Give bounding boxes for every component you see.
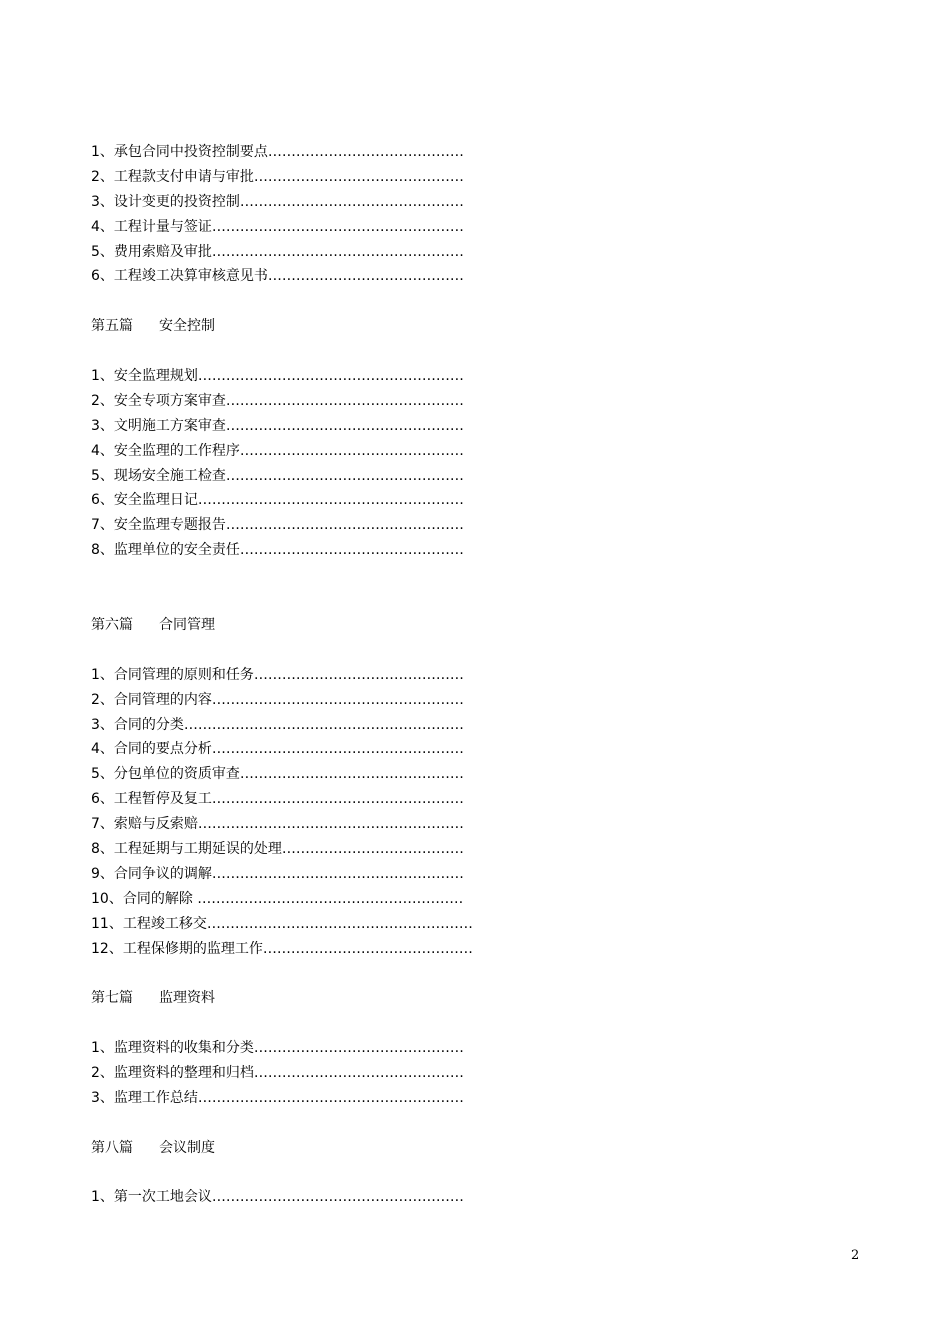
toc-entry: 10、合同的解除 ………………………………………………… bbox=[91, 890, 464, 907]
toc-section bbox=[91, 613, 551, 961]
toc-section bbox=[91, 986, 551, 1110]
toc-entry: 9、合同争议的调解……………………………………………… bbox=[91, 865, 464, 882]
toc-entry: 6、安全监理日记………………………………………………… bbox=[91, 492, 464, 509]
toc-entry: 8、监理单位的安全责任………………………………………… bbox=[91, 542, 464, 559]
section-heading bbox=[91, 613, 551, 638]
toc-entry: 6、工程竣工决算审核意见书…………………………………… bbox=[91, 268, 464, 285]
toc-entry: 7、索赔与反索赔………………………………………………… bbox=[91, 816, 464, 833]
section-number: 第八篇 bbox=[91, 1139, 133, 1156]
section-title: 监理资料 bbox=[159, 990, 215, 1007]
toc-entry: 5、现场安全施工检查…………………………………………… bbox=[91, 467, 464, 484]
toc-entry: 3、设计变更的投资控制………………………………………… bbox=[91, 193, 464, 210]
toc-entry: 8、工程延期与工期延误的处理………………………………… bbox=[91, 840, 464, 857]
section-heading bbox=[91, 1136, 551, 1161]
toc-entry: 7、安全监理专题报告…………………………………………… bbox=[91, 517, 464, 534]
toc-entry: 2、安全专项方案审查…………………………………………… bbox=[91, 392, 464, 409]
toc-entry: 11、工程竣工移交………………………………………………… bbox=[91, 915, 473, 932]
toc-entry: 6、工程暂停及复工……………………………………………… bbox=[91, 791, 464, 808]
toc-entry: 1、安全监理规划………………………………………………… bbox=[91, 368, 464, 385]
toc-entry: 3、监理工作总结………………………………………………… bbox=[91, 1089, 464, 1106]
section-title: 合同管理 bbox=[159, 616, 215, 633]
table-of-contents bbox=[91, 140, 551, 1210]
toc-entry: 12、工程保修期的监理工作……………………………………… bbox=[91, 940, 473, 957]
section-heading bbox=[91, 986, 551, 1011]
toc-entry: 2、合同管理的内容……………………………………………… bbox=[91, 691, 464, 708]
section-title: 安全控制 bbox=[159, 318, 215, 335]
section-heading bbox=[91, 314, 551, 339]
toc-entry: 4、工程计量与签证……………………………………………… bbox=[91, 218, 464, 235]
toc-entry: 1、第一次工地会议……………………………………………… bbox=[91, 1189, 464, 1206]
toc-entry: 5、分包单位的资质审查………………………………………… bbox=[91, 766, 464, 783]
toc-entry: 2、工程款支付申请与审批……………………………………… bbox=[91, 168, 464, 185]
toc-section bbox=[91, 1136, 551, 1211]
toc-entry: 3、合同的分类…………………………………………………… bbox=[91, 716, 464, 733]
toc-entry: 4、合同的要点分析……………………………………………… bbox=[91, 741, 464, 758]
section-number: 第六篇 bbox=[91, 616, 133, 633]
toc-entry: 5、费用索赔及审批……………………………………………… bbox=[91, 243, 464, 260]
section-number: 第五篇 bbox=[91, 318, 133, 335]
toc-section bbox=[91, 314, 551, 563]
toc-entry: 1、合同管理的原则和任务……………………………………… bbox=[91, 666, 464, 683]
section-title: 会议制度 bbox=[159, 1139, 215, 1156]
toc-entry: 1、监理资料的收集和分类……………………………………… bbox=[91, 1040, 464, 1057]
toc-section bbox=[91, 140, 551, 289]
section-number: 第七篇 bbox=[91, 990, 133, 1007]
page-number: 2 bbox=[851, 1248, 860, 1263]
toc-entry: 4、安全监理的工作程序………………………………………… bbox=[91, 442, 464, 459]
toc-entry: 2、监理资料的整理和归档……………………………………… bbox=[91, 1064, 464, 1081]
toc-entry: 1、承包合同中投资控制要点…………………………………… bbox=[91, 144, 464, 160]
toc-entry: 3、文明施工方案审查…………………………………………… bbox=[91, 417, 464, 434]
